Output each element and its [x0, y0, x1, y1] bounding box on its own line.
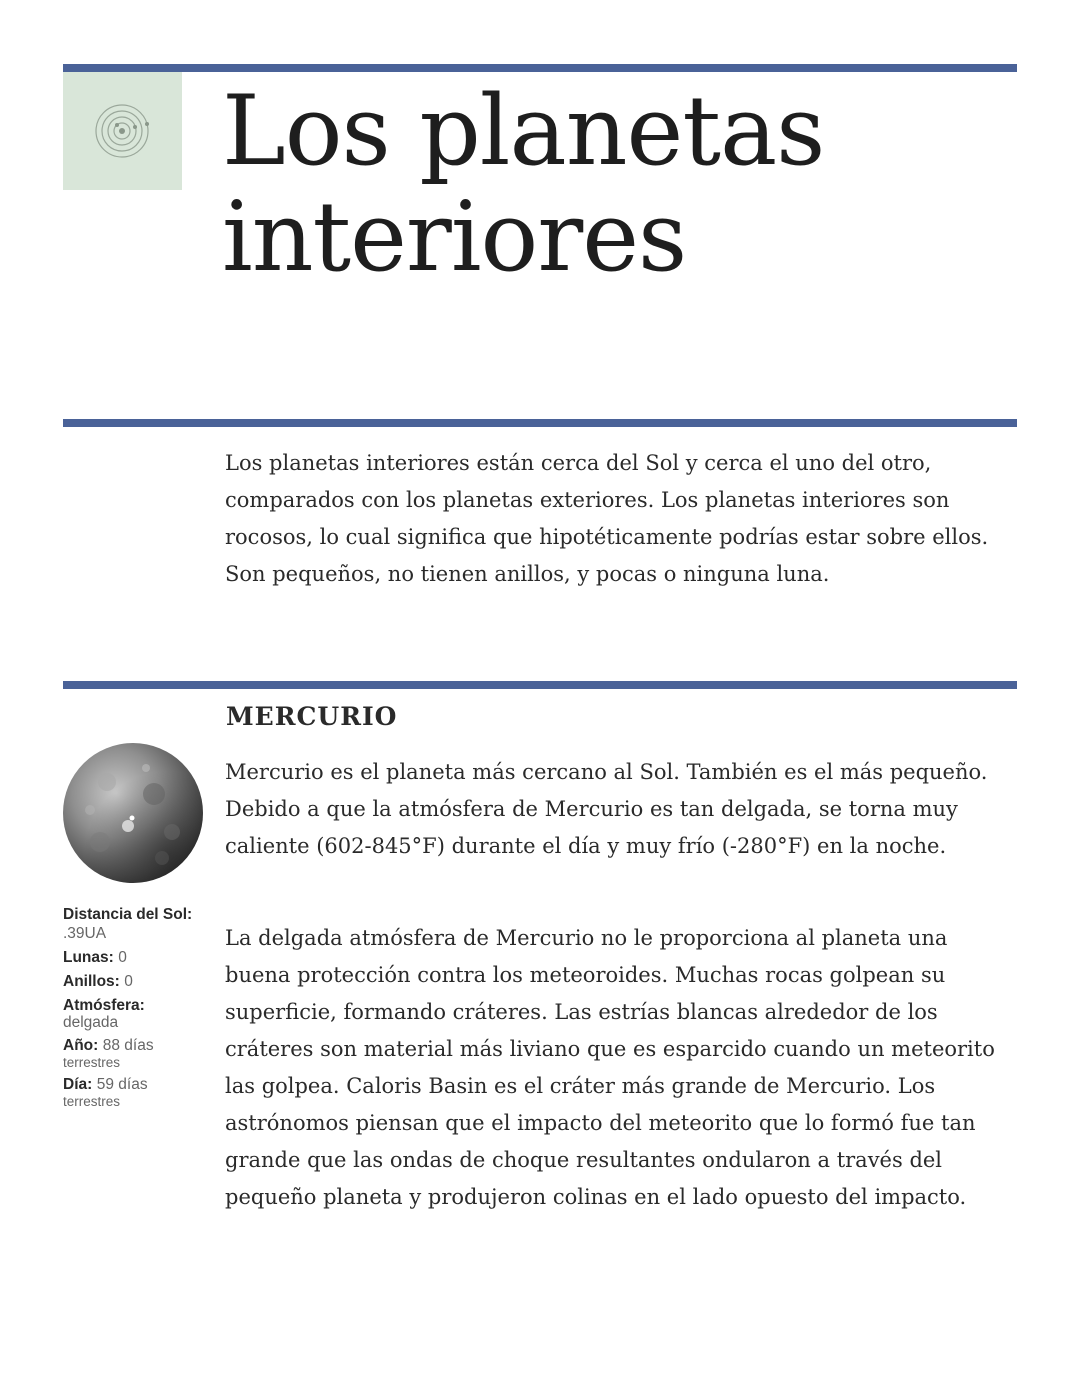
fact-distance-value: .39UA [63, 925, 107, 942]
fact-moons-label: Lunas: [63, 949, 114, 966]
fact-atmosphere-label: Atmósfera: [63, 997, 145, 1014]
solar-system-orbits-icon [63, 72, 182, 190]
fact-year-value: 88 días [102, 1037, 154, 1054]
top-rule [63, 64, 1017, 72]
fact-atmosphere-value: delgada [63, 1014, 119, 1031]
solar-system-icon-box [63, 72, 182, 190]
intro-paragraph: Los planetas interiores están cerca del Sol y cerca el uno del otro, comparados con los planetas exteriores. Los planetas interiores son rocosos, lo cual significa que hipotéticamente podrías estar sobre ellos. Son pequeños, no tienen anillos, y pocas o ninguna luna. [225, 451, 989, 586]
fact-moons [63, 948, 213, 967]
intro-rule [63, 419, 1017, 427]
mercury-heading: MERCURIO [226, 702, 398, 731]
fact-rings [63, 972, 213, 991]
mercury-rule [63, 681, 1017, 689]
page-title-line1: Los planetas [222, 75, 825, 187]
fact-year-label: Año: [63, 1037, 99, 1054]
fact-day-label: Día: [63, 1076, 93, 1093]
fact-year-sub: terrestres [63, 1055, 121, 1070]
fact-atmosphere [63, 996, 213, 1031]
mercury-planet-icon [62, 742, 204, 884]
fact-day-value: 59 días [96, 1076, 148, 1093]
fact-moons-value: 0 [118, 949, 127, 966]
mercury-paragraph-1: Mercurio es el planeta más cercano al Sol. También es el más pequeño. Debido a que la atmósfera de Mercurio es tan delgada, se torna muy caliente (602-845°F) durante el día y muy frío (-280°F) en la noche. [225, 760, 988, 858]
fact-distance [63, 905, 213, 943]
fact-rings-value: 0 [124, 973, 133, 990]
fact-day [63, 1075, 213, 1109]
fact-distance-label: Distancia del Sol: [63, 906, 193, 923]
mercury-facts [63, 905, 213, 1114]
page-title [222, 75, 1022, 293]
page-title-line2: interiores [222, 181, 687, 293]
fact-day-sub: terrestres [63, 1094, 121, 1109]
fact-rings-label: Anillos: [63, 973, 120, 990]
mercury-paragraph-2: La delgada atmósfera de Mercurio no le proporciona al planeta una buena protección contra los meteoroides. Muchas rocas golpean su superficie, formando cráteres. Las estrías blancas alrededor de los cráteres son material más liviano que es esparcido cuando un meteorito las golpea. Caloris Basin es el cráter más grande de Mercurio. Los astrónomos piensan que el impacto del meteorito que lo formó fue tan grande que las ondas de choque resultantes ondularon a través del pequeño planeta y produjeron colinas en el lado opuesto del impacto. [225, 926, 995, 1209]
fact-year [63, 1036, 213, 1070]
